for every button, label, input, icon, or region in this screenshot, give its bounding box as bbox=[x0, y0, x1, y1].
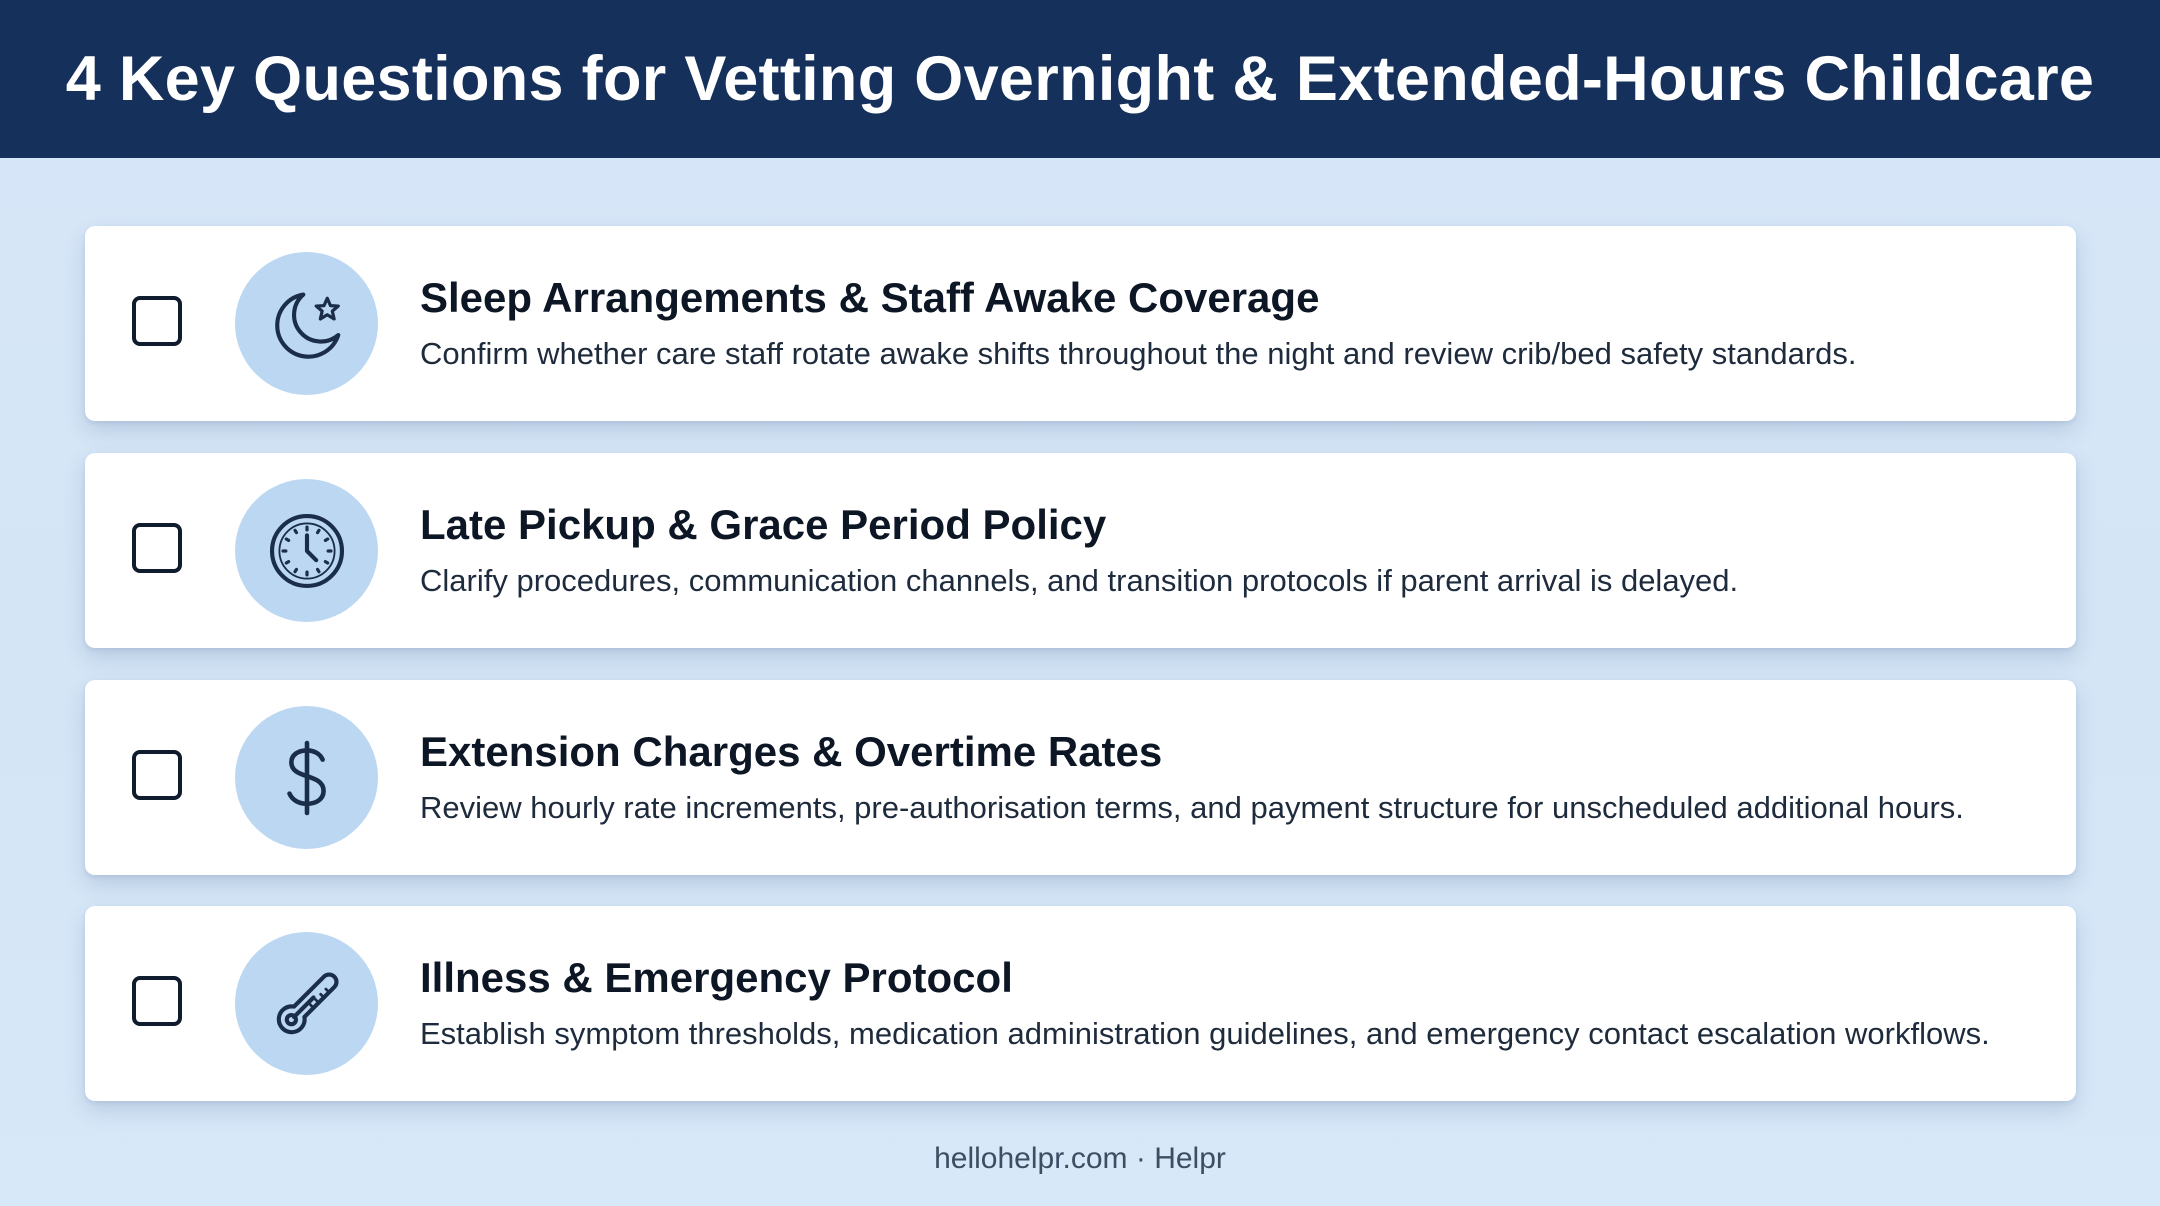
item-description: Clarify procedures, communication channels, and transition protocols if parent arrival is delayed. bbox=[420, 563, 1739, 598]
item-description: Review hourly rate increments, pre-authorisation terms, and payment structure for unscheduled additional hours. bbox=[420, 790, 1964, 825]
checklist-item-illness-emergency bbox=[85, 906, 2076, 1101]
checkbox[interactable] bbox=[132, 976, 182, 1026]
item-title: Extension Charges & Overtime Rates bbox=[420, 728, 1163, 775]
thermometer-icon bbox=[235, 932, 378, 1075]
checklist-item-sleep bbox=[85, 226, 2076, 421]
dollar-icon bbox=[235, 706, 378, 849]
header-banner bbox=[0, 0, 2160, 158]
moon-star-icon bbox=[235, 252, 378, 395]
item-title: Late Pickup & Grace Period Policy bbox=[420, 501, 1107, 548]
item-title: Illness & Emergency Protocol bbox=[420, 954, 1013, 1001]
checklist-item-extension-charges bbox=[85, 680, 2076, 875]
checklist-item-late-pickup bbox=[85, 453, 2076, 648]
checkbox[interactable] bbox=[132, 296, 182, 346]
item-description: Establish symptom thresholds, medication administration guidelines, and emergency contact escalation workflows. bbox=[420, 1016, 1990, 1051]
clock-icon bbox=[235, 479, 378, 622]
checkbox[interactable] bbox=[132, 750, 182, 800]
footer-credit[interactable]: hellohelpr.com · Helpr bbox=[934, 1142, 1226, 1175]
item-title: Sleep Arrangements & Staff Awake Coverage bbox=[420, 274, 1320, 321]
checkbox[interactable] bbox=[132, 523, 182, 573]
item-description: Confirm whether care staff rotate awake shifts throughout the night and review crib/bed safety standards. bbox=[420, 336, 1857, 371]
page-title: 4 Key Questions for Vetting Overnight & Extended-Hours Childcare bbox=[65, 44, 2095, 114]
